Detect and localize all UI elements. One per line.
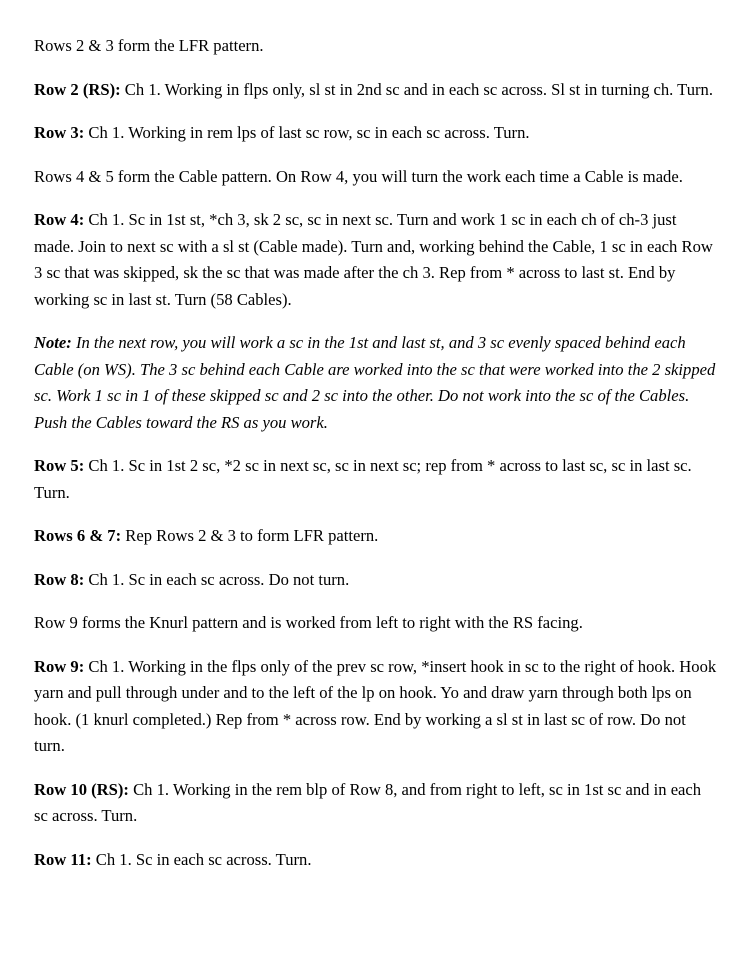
row-label: Row 11:	[34, 849, 92, 869]
paragraph-text: Ch 1. Working in the rem blp of Row 8, and from right to left, sc in 1st sc and in each sc across. Turn.	[34, 779, 702, 825]
paragraph-text: Rows 4 & 5 form the Cable pattern. On Row 4, you will turn the work each time a Cable is made.	[34, 166, 683, 186]
row-label: Row 4:	[34, 210, 85, 229]
paragraph-row-9	[34, 654, 718, 760]
paragraph-text: Ch 1. Sc in each sc across. Do not turn.	[84, 569, 350, 589]
paragraph-rows-6-7	[34, 523, 718, 550]
row-label: Row 8:	[34, 569, 85, 589]
paragraph-row-8	[34, 567, 718, 594]
row-label: Rows 6 & 7:	[34, 526, 122, 545]
row-label: Row 3:	[34, 123, 85, 142]
paragraph-row-10	[34, 777, 718, 830]
paragraph-text: Ch 1. Working in rem lps of last sc row, sc in each sc across. Turn.	[84, 123, 530, 142]
paragraph-text: Ch 1. Sc in 1st st, *ch 3, sk 2 sc, sc in next sc. Turn and work 1 sc in each ch of ch-3 just made. Join to next sc with a sl st (Cable made). Turn and, working behind the Cable, 1 sc in each Row 3 sc that was skipped, sk the sc that was made after the ch 3. Rep from * across to last st. End by working sc in last st. Turn (58 Cables).	[34, 210, 713, 309]
row-label: Row 9:	[34, 656, 85, 676]
paragraph-knurl-intro	[34, 610, 718, 637]
row-label: Row 5:	[34, 456, 85, 475]
paragraph-text: Ch 1. Sc in each sc across. Turn.	[91, 849, 312, 869]
paragraph-lfr-intro	[34, 33, 718, 60]
row-label: Row 10 (RS):	[34, 779, 129, 799]
document-page	[34, 33, 718, 890]
paragraph-row-11	[34, 847, 718, 874]
note-label: Note:	[34, 333, 72, 352]
paragraph-text: Ch 1. Sc in 1st 2 sc, *2 sc in next sc, sc in next sc; rep from * across to last sc, sc in last sc. Turn.	[34, 456, 692, 502]
paragraph-text: In the next row, you will work a sc in the 1st and last st, and 3 sc evenly spaced behind each Cable (on WS). The 3 sc behind each Cable are worked into the sc that were worked into the 2 skipped sc. Work 1 sc in 1 of these skipped sc and 2 sc into the other. Do not work into the sc of the Cables. Push the Cables toward the RS as you work.	[34, 333, 716, 432]
paragraph-text: Rows 2 & 3 form the LFR pattern.	[34, 36, 264, 55]
paragraph-text: Row 9 forms the Knurl pattern and is worked from left to right with the RS facing.	[34, 613, 583, 632]
paragraph-row-4	[34, 207, 718, 313]
row-label: Row 2 (RS):	[34, 79, 121, 99]
paragraph-text: Ch 1. Working in flps only, sl st in 2nd sc and in each sc across. Sl st in turning ch. Turn.	[120, 79, 713, 99]
paragraph-row-5	[34, 453, 718, 506]
paragraph-note	[34, 330, 718, 436]
paragraph-cable-intro	[34, 164, 718, 191]
paragraph-text: Ch 1. Working in the flps only of the prev sc row, *insert hook in sc to the right of hook. Hook yarn and pull through under and to the left of the lp on hook. Yo and draw yarn through both lps on hook. (1 knurl completed.) Rep from * across row. End by working a sl st in last sc of row. Do not turn.	[34, 656, 717, 755]
paragraph-row-3	[34, 120, 718, 147]
paragraph-text: Rep Rows 2 & 3 to form LFR pattern.	[121, 526, 379, 545]
paragraph-row-2	[34, 77, 718, 104]
